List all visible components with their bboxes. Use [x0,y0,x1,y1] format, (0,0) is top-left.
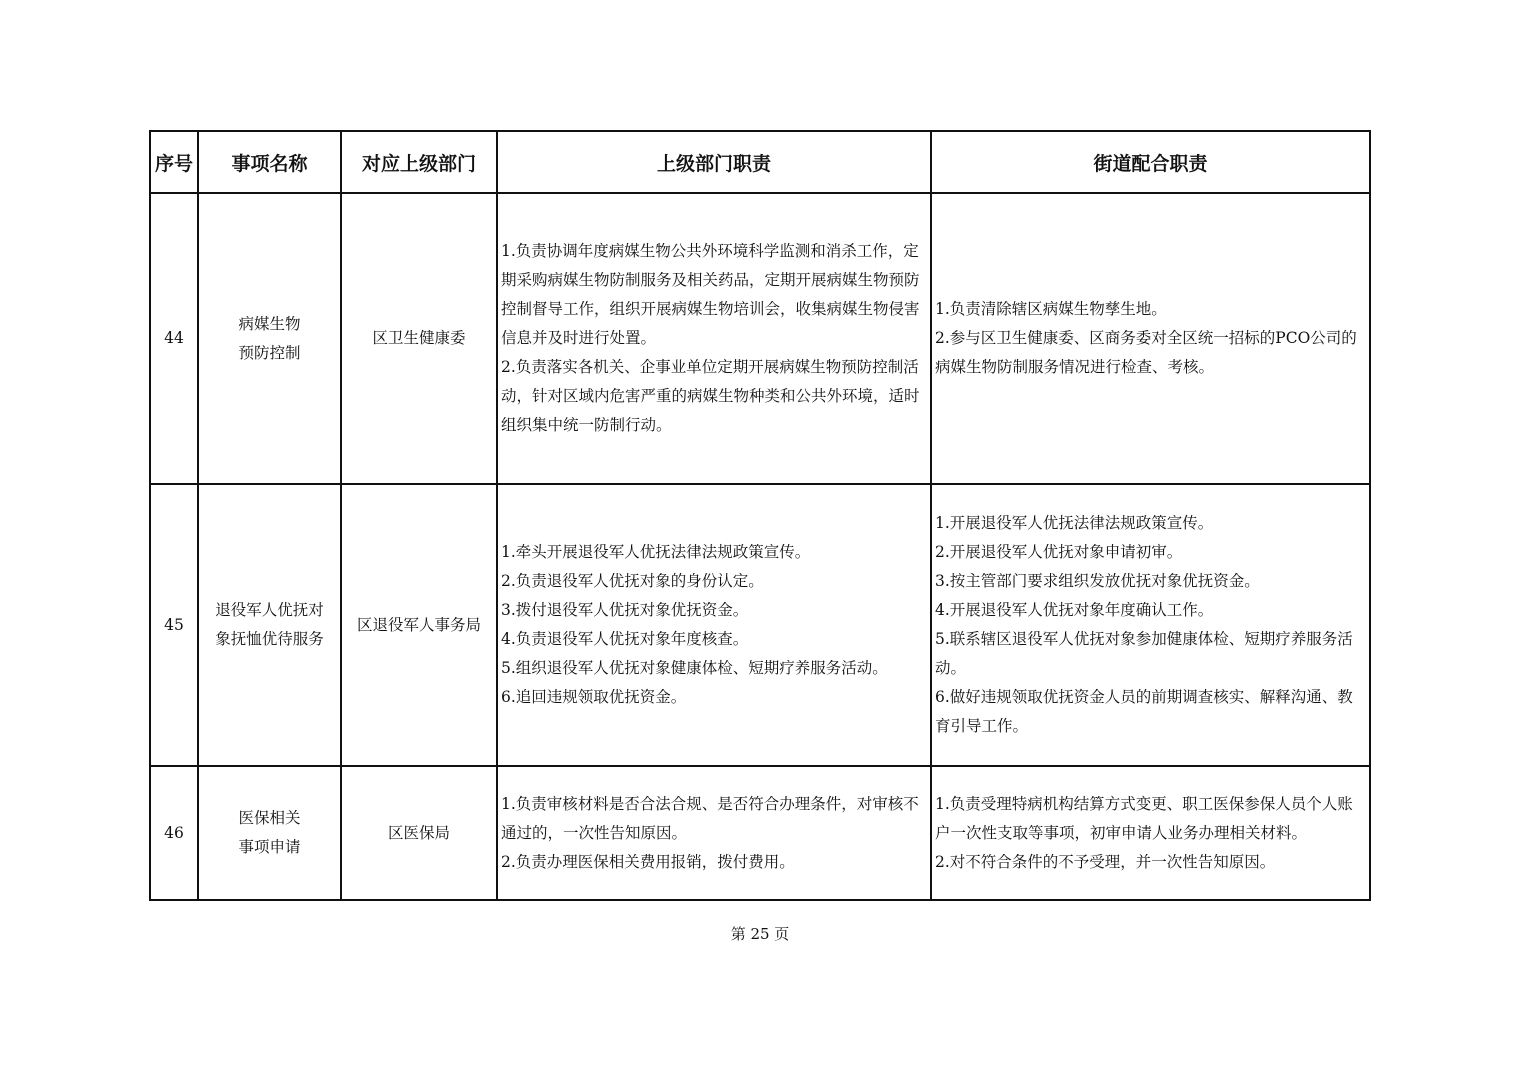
row-number: 44 [150,193,198,484]
upper-duties [497,484,931,766]
street-duties [931,766,1370,900]
row-number: 46 [150,766,198,900]
duty-item: 4.负责退役军人优抚对象年度核查。 [501,630,749,648]
duty-item: 6.做好违规领取优抚资金人员的前期调查核实、解释沟通、教育引导工作。 [935,688,1353,735]
table-row [150,484,1370,766]
item-name-line: 预防控制 [238,343,301,362]
upper-duties [497,766,931,900]
duty-item: 2.负责退役军人优抚对象的身份认定。 [501,572,764,590]
duty-item: 2.负责落实各机关、企事业单位定期开展病媒生物预防控制活动，针对区域内危害严重的病媒生物种类和公共外环境，适时组织集中统一防制行动。 [501,358,920,434]
item-name [198,484,341,766]
street-duties [931,193,1370,484]
upper-dept: 区卫生健康委 [341,193,497,484]
duty-item: 3.按主管部门要求组织发放优抚对象优抚资金。 [935,572,1260,590]
duty-item: 1.负责受理特病机构结算方式变更、职工医保参保人员个人账户一次性支取等事项，初审申请人业务办理相关材料。 [935,794,1353,842]
header-row [150,131,1370,193]
duty-item: 1.负责协调年度病媒生物公共外环境科学监测和消杀工作，定期采购病媒生物防制服务及相关药品，定期开展病媒生物预防控制督导工作，组织开展病媒生物培训会，收集病媒生物侵害信息并及时进行处置。 [501,242,920,347]
duty-item: 5.组织退役军人优抚对象健康体检、短期疗养服务活动。 [501,659,888,677]
header-street-duties: 街道配合职责 [931,131,1370,193]
item-name-line: 病媒生物 [238,314,301,333]
table-row [150,766,1370,900]
duty-item: 3.拨付退役军人优抚对象优抚资金。 [501,601,749,619]
item-name-line: 事项申请 [238,838,301,856]
duty-item: 5.联系辖区退役军人优抚对象参加健康体检、短期疗养服务活动。 [935,630,1353,677]
duty-item: 2.开展退役军人优抚对象申请初审。 [935,543,1183,561]
duty-item: 4.开展退役军人优抚对象年度确认工作。 [935,601,1214,619]
row-number: 45 [150,484,198,766]
upper-duties [497,193,931,484]
header-upper-dept: 对应上级部门 [341,131,497,193]
duty-item: 1.负责审核材料是否合法合规、是否符合办理条件，对审核不通过的，一次性告知原因。 [501,794,919,842]
upper-dept: 区退役军人事务局 [341,484,497,766]
header-upper-duties: 上级部门职责 [497,131,931,193]
page-number: 第 25 页 [730,925,790,943]
item-name [198,766,341,900]
duty-item: 2.参与区卫生健康委、区商务委对全区统一招标的PCO公司的病媒生物防制服务情况进行检查、考核。 [935,329,1357,376]
duty-item: 6.追回违规领取优抚资金。 [501,688,687,706]
duty-item: 2.对不符合条件的不予受理，并一次性告知原因。 [935,852,1276,871]
item-name-line: 医保相关 [238,809,301,827]
upper-dept: 区医保局 [341,766,497,900]
duty-item: 1.开展退役军人优抚法律法规政策宣传。 [935,514,1214,532]
header-item-name: 事项名称 [198,131,341,193]
header-no: 序号 [150,131,198,193]
item-name-line: 象抚恤优待服务 [215,630,324,648]
item-name [198,193,341,484]
duties-table [149,130,1371,901]
duty-item: 1.牵头开展退役军人优抚法律法规政策宣传。 [501,543,811,561]
table-row [150,193,1370,484]
duty-item: 2.负责办理医保相关费用报销，拨付费用。 [501,852,795,871]
duty-item: 1.负责清除辖区病媒生物孳生地。 [935,300,1167,318]
street-duties [931,484,1370,766]
item-name-line: 退役军人优抚对 [215,601,324,619]
